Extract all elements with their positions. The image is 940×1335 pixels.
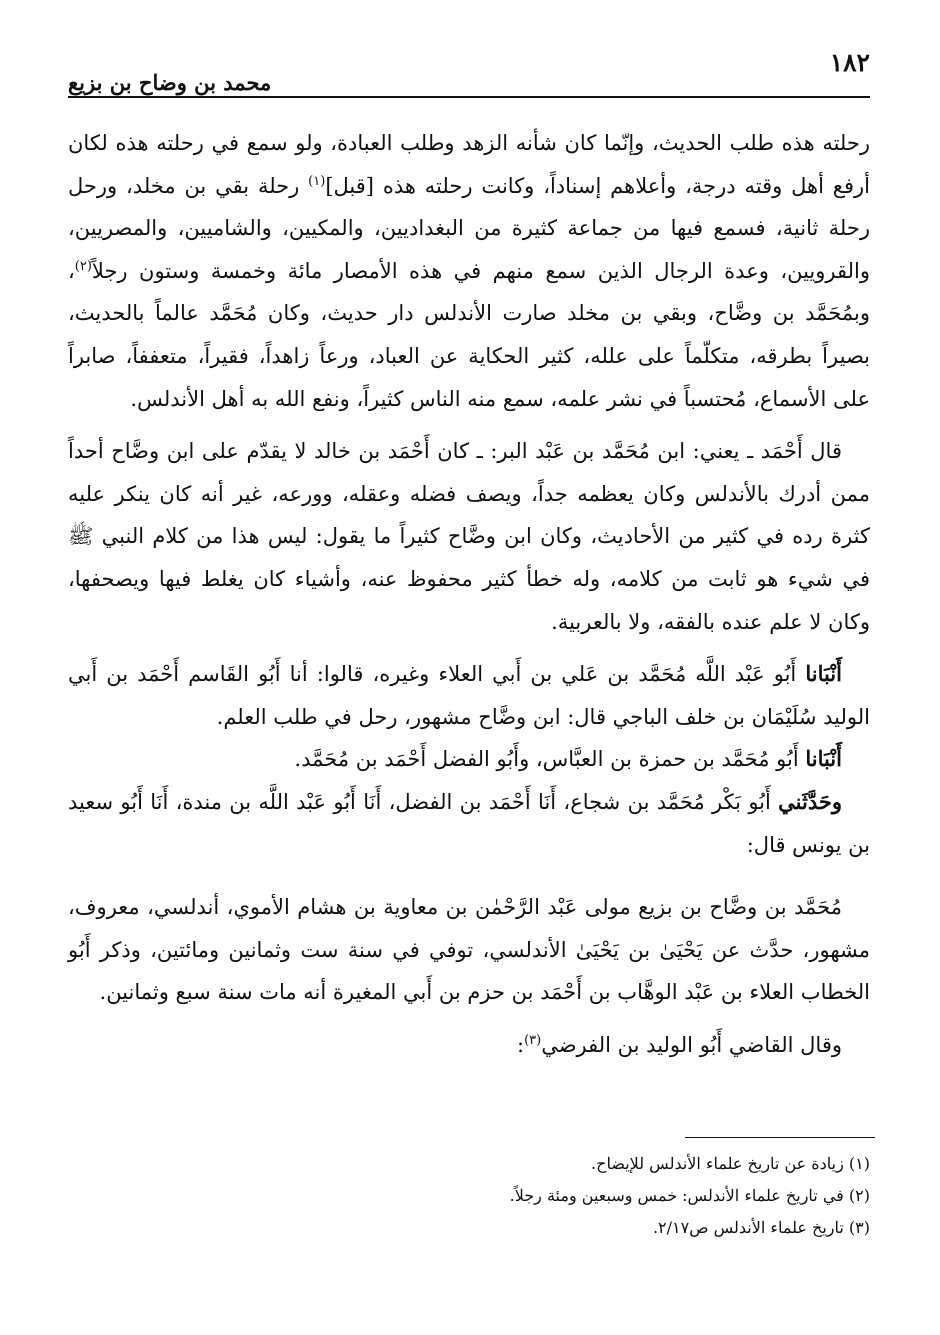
page-number: ١٨٢ bbox=[829, 48, 870, 77]
paragraph-5 bbox=[68, 781, 870, 866]
footnote-1: (١) زيادة عن تاريخ علماء الأندلس للإيضاح. bbox=[591, 1154, 870, 1173]
paragraph-1-part-a: رحلته هذه طلب الحديث، وإنّما كان شأنه الزهد وطلب العبادة، ولو سمع في رحلته هذه لكان أرفع أهل وقته درجة، وأعلاهم إسناداً، وكانت رحلته هذه [قبل] bbox=[68, 131, 870, 198]
paragraph-2: قال أَحْمَد ـ يعني: ابن مُحَمَّد بن عَبْد البر: ـ كان أَحْمَد بن خالد لا يقدّم على ابن وضَّاح أحداً ممن أدرك بالأندلس وكان يعظمه جداً، ويصف فضله وعقله، وورعه، غير أنه كان ينكر عليه كثرة رده في كثير من الأحاديث، وكان ابن وضَّاح كثيراً ما يقول: ليس هذا من كلام النبي ﷺ في شيء هو ثابت من كلامه، وله خطأ كثير محفوظ عنه، وأشياء كان يغلط فيها ويصحفها، وكان لا علم عنده بالفقه، ولا بالعربية. bbox=[68, 439, 870, 634]
paragraph-7 bbox=[68, 1024, 870, 1067]
footnotes bbox=[68, 1148, 870, 1244]
paragraph-3 bbox=[68, 653, 870, 738]
paragraph-1-part-b: رحلة بقي بن مخلد، ورحل رحلة ثانية، فسمع فيها من جماعة كثيرة من البغداديين، والمكيين، والشاميين، والمصريين، والقرويين، وعدة الرجال الذين سمع منهم في هذه الأمصار مائة وخمسة وستون رجلاً bbox=[68, 173, 870, 283]
paragraph-4 bbox=[68, 738, 870, 781]
paragraph-5-text: أَبُو بَكْر مُحَمَّد بن شجاع، أَنَا أَحْمَد بن الفضل، أَنَا أَبُو عَبْد اللَّه بن مندة، أَنَا أَبُو سعيد بن يونس قال: bbox=[68, 789, 870, 857]
running-title: محمد بن وضاح بن بزيع bbox=[68, 70, 272, 95]
header-rule bbox=[68, 96, 870, 98]
footnote-3: (٣) تاريخ علماء الأندلس ص٢/١٧. bbox=[652, 1218, 870, 1237]
footnote-2: (٢) في تاريخ علماء الأندلس: خمس وسبعين ومئة رجلاً. bbox=[509, 1186, 870, 1205]
page-header bbox=[68, 48, 870, 96]
paragraph-7-end: : bbox=[517, 1032, 525, 1057]
paragraph-5-lead: وحَدَّثَني bbox=[778, 788, 842, 814]
footnote-ref-1[interactable]: (١) bbox=[308, 173, 326, 189]
paragraph-4-lead: أَنْبَانا bbox=[805, 746, 842, 772]
paragraph-7-text: وقال القاضي أَبُو الوليد بن الفرضي bbox=[541, 1032, 842, 1057]
main-text bbox=[68, 122, 870, 1066]
paragraph-3-lead: أَنْبَانا bbox=[805, 661, 842, 687]
footnote-ref-3[interactable]: (٣) bbox=[524, 1032, 542, 1048]
footnote-ref-2[interactable]: (٢) bbox=[74, 258, 92, 274]
paragraph-1-part-c: ، وبمُحَمَّد بن وضَّاح، وبقي بن مخلد صارت الأندلس دار حديث، وكان مُحَمَّد عالماً بالحديث، بصيراً بطرقه، متكلّماً على علله، كثير الحكاية عن العباد، ورعاً زاهداً، فقيراً، متعففاً، صابراً على الأسماع، مُحتسباً في نشر علمه، سمع منه الناس كثيراً، ونفع الله به أهل الأندلس. bbox=[68, 258, 870, 411]
paragraph-4-text: أَبُو مُحَمَّد بن حمزة بن العبَّاس، وأَبُو الفضل أَحْمَد بن مُحَمَّد. bbox=[294, 747, 806, 772]
footnote-rule bbox=[685, 1137, 875, 1138]
paragraph-1 bbox=[68, 122, 870, 420]
paragraph-6: مُحَمَّد بن وضَّاح بن بزيع مولى عَبْد الرَّحْمٰن بن معاوية بن هشام الأموي، أندلسي، معروف، مشهور، حدَّث عن يَحْيَىٰ بن يَحْيَىٰ الأندلسي، توفي في سنة ست وثمانين ومائتين، وذكر أَبُو الخطاب العلاء بن عَبْد الوهَّاب بن أَحْمَد بن حزم بن أَبي المغيرة أنه مات سنة سبع وثمانين. bbox=[68, 895, 870, 1005]
paragraph-3-text: أَبُو عَبْد اللَّه مُحَمَّد بن عَلي بن أَبي العلاء وغيره، قالوا: أنا أَبُو القَاسم أَحْمَد بن أَبي الوليد سُلَيْمَان بن خلف الباجي قال: ابن وضَّاح مشهور، رحل في طلب العلم. bbox=[68, 662, 870, 729]
